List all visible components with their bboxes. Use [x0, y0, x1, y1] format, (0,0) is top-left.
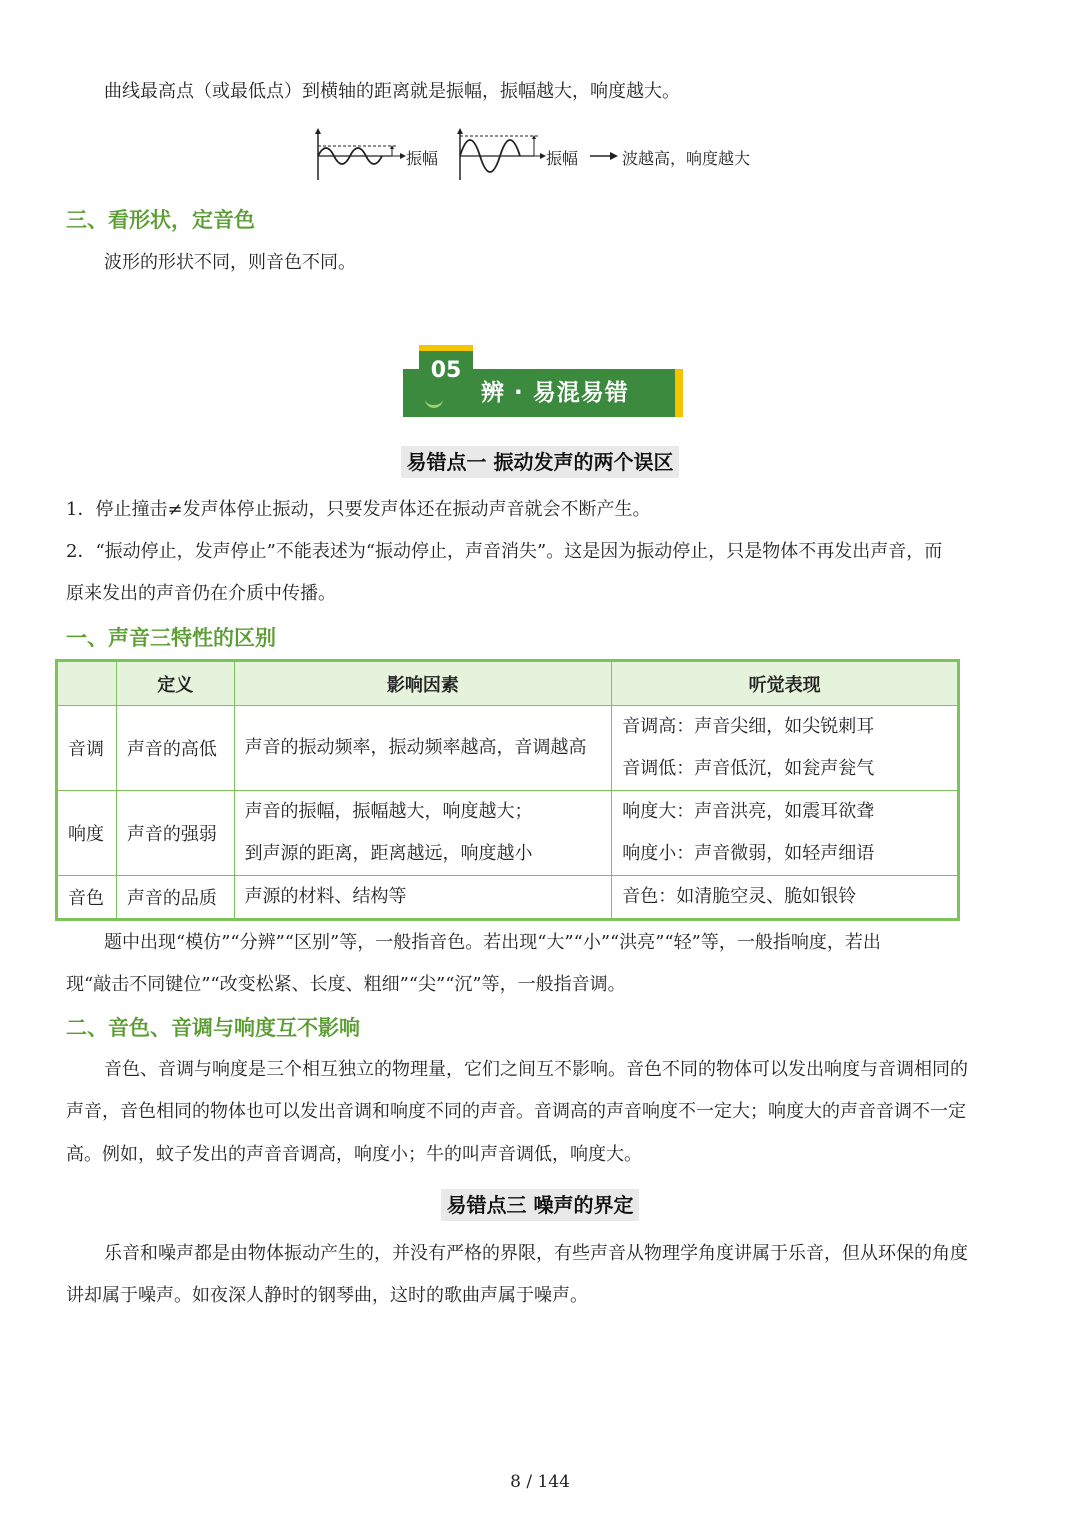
factor-line: 到声源的距离，距离越远，响度越小: [244, 843, 533, 864]
badge-accent: [675, 369, 683, 417]
row-factors: [234, 706, 612, 791]
row-perception: [612, 706, 959, 791]
row-factors: [234, 876, 612, 920]
table-row: [57, 706, 959, 791]
section-badge: [403, 345, 683, 421]
page-number: 8 / 144: [510, 1472, 570, 1492]
table-header-row: [57, 661, 959, 706]
perception-line: 音调低：声音低沉，如瓮声瓮气: [622, 758, 875, 779]
section-two-heading: 二、音色、音调与响度互不影响: [66, 1016, 360, 1040]
error-point-1-heading: 易错点一 振动发声的两个误区: [401, 446, 680, 478]
row-name: 响度: [57, 791, 117, 876]
table-row: [57, 791, 959, 876]
sound-characteristics-table: [55, 659, 960, 921]
after-table-line-1: 题中出现“模仿”“分辨”“区别”等，一般指音色。若出现“大”“小”“洪亮”“轻”等，一般指响度，若出: [104, 932, 881, 953]
section-two-line-3: 高。例如，蚊子发出的声音音调高，响度小；牛的叫声音调低，响度大。: [66, 1144, 642, 1165]
perception-line: 响度大：声音洪亮，如震耳欲聋: [622, 801, 875, 822]
row-factors: [234, 791, 612, 876]
row-name: 音调: [57, 706, 117, 791]
table-header-cell: 听觉表现: [612, 661, 959, 706]
section-three-text: 波形的形状不同，则音色不同。: [104, 252, 356, 273]
factor-line: 声源的材料、结构等: [244, 886, 407, 907]
perception-line: 响度小：声音微弱，如轻声细语: [622, 843, 875, 864]
after-table-line-2: 现“敲击不同键位”“改变松紧、长度、粗细”“尖”“沉”等，一般指音调。: [66, 974, 626, 995]
row-perception: [612, 876, 959, 920]
section-one-heading: 一、声音三特性的区别: [66, 626, 276, 650]
amplitude-explanation: 曲线最高点（或最低点）到横轴的距离就是振幅，振幅越大，响度越大。: [104, 81, 680, 102]
error-point-3-heading-wrap: [0, 1189, 1080, 1221]
row-perception: [612, 791, 959, 876]
wave-conclusion: 波越高，响度越大: [622, 149, 751, 168]
perception-line: 音色：如清脆空灵、脆如银铃: [622, 886, 857, 907]
table-header-cell: 影响因素: [234, 661, 612, 706]
error-point-1-heading-wrap: [0, 446, 1080, 478]
section-two-line-1: 音色、音调与响度是三个相互独立的物理量，它们之间互不影响。音色不同的物体可以发出响度与音调相同的: [104, 1059, 968, 1080]
table-header-cell: 定义: [116, 661, 234, 706]
factor-line: 声音的振动频率，振动频率越高，音调越高: [244, 737, 587, 758]
error-point-1-item-2-line-1: 2．“振动停止，发声停止”不能表述为“振动停止，声音消失”。这是因为振动停止，只是物体不再发出声音，而: [66, 541, 943, 562]
badge-number: 05: [419, 345, 473, 391]
row-definition: 声音的品质: [116, 876, 234, 920]
error-point-3-heading: 易错点三 噪声的界定: [441, 1189, 640, 1221]
table-header-cell: [57, 661, 117, 706]
section-three-heading: 三、看形状，定音色: [66, 208, 255, 232]
amplitude-wave-figure: [312, 126, 772, 188]
amplitude-label-small: 振幅: [406, 149, 439, 168]
row-definition: 声音的高低: [116, 706, 234, 791]
error-point-3-line-2: 讲却属于噪声。如夜深人静时的钢琴曲，这时的歌曲声属于噪声。: [66, 1285, 588, 1306]
error-point-1-item-2-line-2: 原来发出的声音仍在介质中传播。: [66, 583, 336, 604]
factor-line: 声音的振幅，振幅越大，响度越大；: [244, 801, 533, 822]
amplitude-label-large: 振幅: [546, 149, 579, 168]
badge-title: 辨 · 易混易错: [481, 380, 629, 406]
error-point-1-item-1: 1．停止撞击≠发声体停止振动，只要发声体还在振动声音就会不断产生。: [66, 499, 651, 520]
row-name: 音色: [57, 876, 117, 920]
error-point-3-line-1: 乐音和噪声都是由物体振动产生的，并没有严格的界限，有些声音从物理学角度讲属于乐音，但从环保的角度: [104, 1243, 968, 1264]
section-two-line-2: 声音，音色相同的物体也可以发出音调和响度不同的声音。音调高的声音响度不一定大；响度大的声音音调不一定: [66, 1101, 966, 1122]
table-row: [57, 876, 959, 920]
perception-line: 音调高：声音尖细，如尖锐刺耳: [622, 716, 875, 737]
row-definition: 声音的强弱: [116, 791, 234, 876]
